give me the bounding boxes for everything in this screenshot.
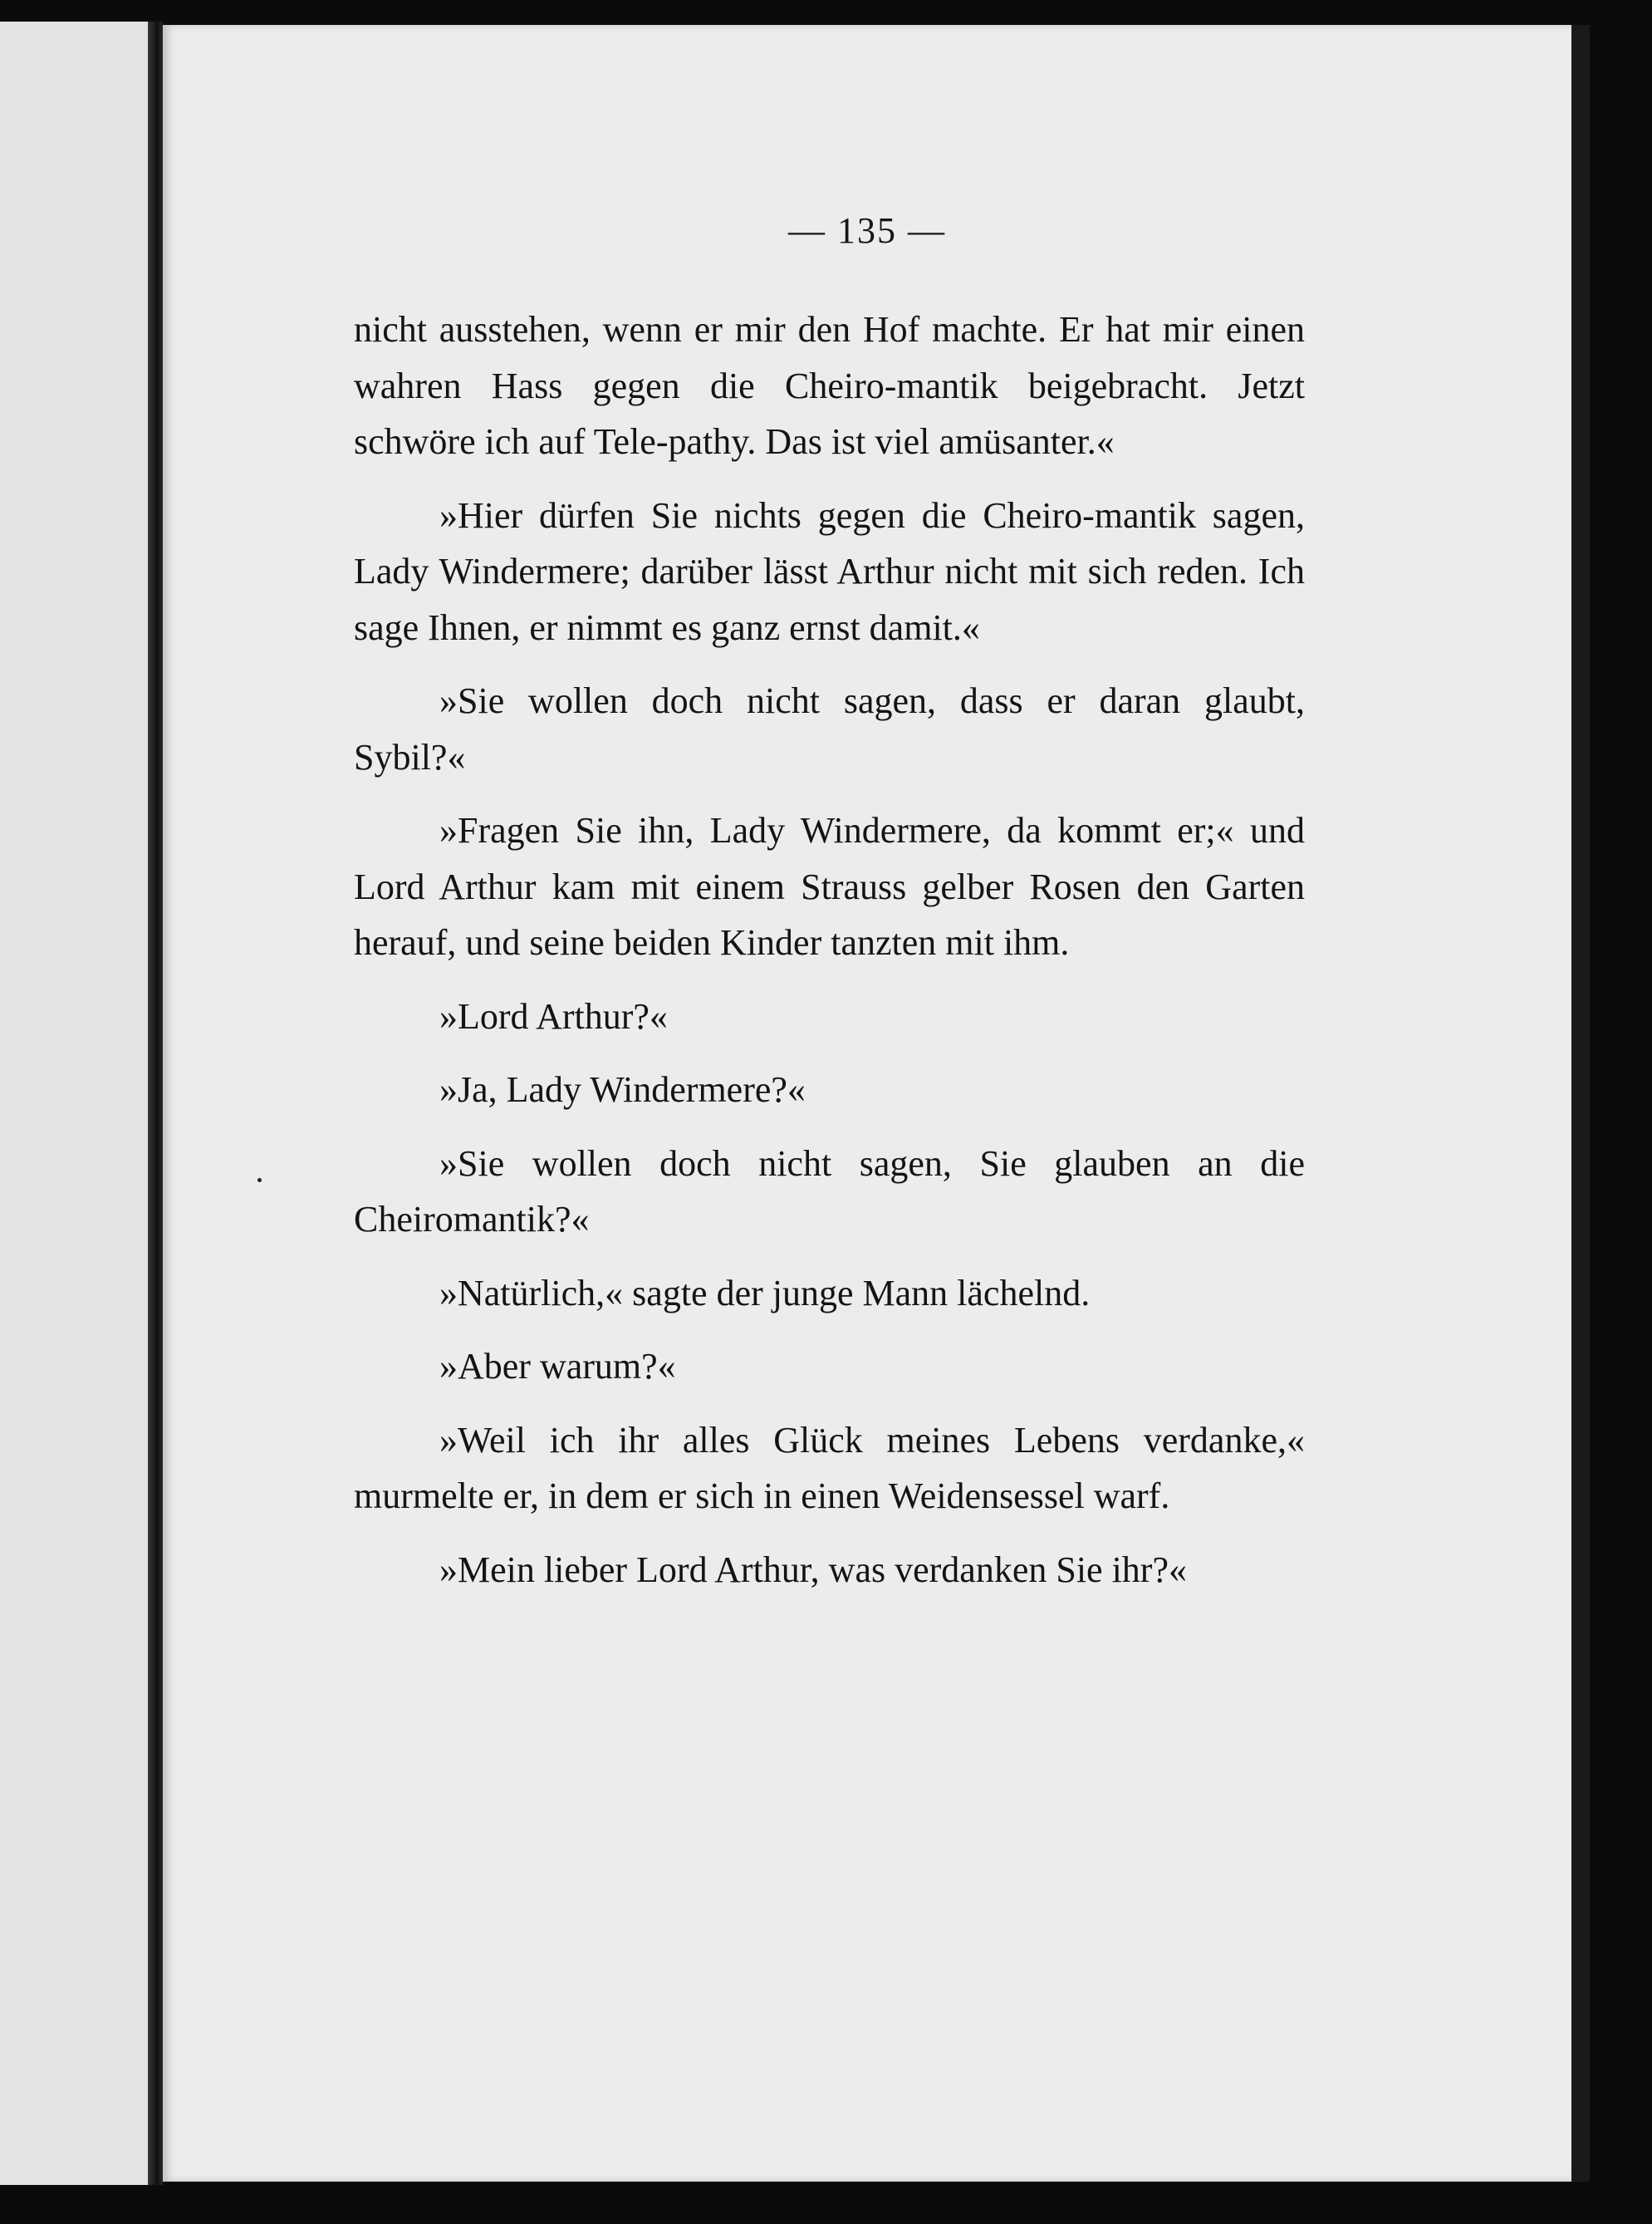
paragraph: »Sie wollen doch nicht sagen, Sie glauben an die Cheiromantik?« <box>354 1142 1305 1240</box>
facing-page-edge <box>0 22 148 2185</box>
paragraph: »Mein lieber Lord Arthur, was verdanken Sie ihr?« <box>439 1549 1187 1590</box>
paragraph: »Sie wollen doch nicht sagen, dass er daran glaubt, Sybil?« <box>354 680 1305 778</box>
paragraph: »Hier dürfen Sie nichts gegen die Cheiro-mantik sagen, Lady Windermere; darüber lässt Arthur nicht mit sich reden. Ich sage Ihnen, er nimmt es ganz ernst damit.« <box>354 494 1305 648</box>
scan-speck <box>257 1178 262 1182</box>
page-number: — 135 — <box>788 210 946 251</box>
paragraph: »Lord Arthur?« <box>439 995 668 1037</box>
paragraph: »Aber warum?« <box>439 1346 676 1387</box>
book-gutter <box>148 22 163 2185</box>
page-body <box>354 302 1305 1615</box>
paragraph: »Weil ich ihr alles Glück meines Lebens verdanke,« murmelte er, in dem er sich in einen Weidensessel warf. <box>354 1419 1305 1516</box>
paragraph: »Natürlich,« sagte der junge Mann lächelnd. <box>439 1272 1091 1313</box>
paragraph: nicht ausstehen, wenn er mir den Hof machte. Er hat mir einen wahren Hass gegen die Cheiro-mantik beigebracht. Jetzt schwöre ich auf Tele-pathy. Das ist viel amüsanter.« <box>354 309 1305 462</box>
paragraph: »Ja, Lady Windermere?« <box>439 1069 806 1110</box>
page-right-shadow <box>1571 25 1590 2182</box>
paragraph: »Fragen Sie ihn, Lady Windermere, da kommt er;« und Lord Arthur kam mit einem Strauss gelber Rosen den Garten herauf, und seine beiden Kinder tanzten mit ihm. <box>354 810 1305 963</box>
book-page <box>163 25 1571 2182</box>
